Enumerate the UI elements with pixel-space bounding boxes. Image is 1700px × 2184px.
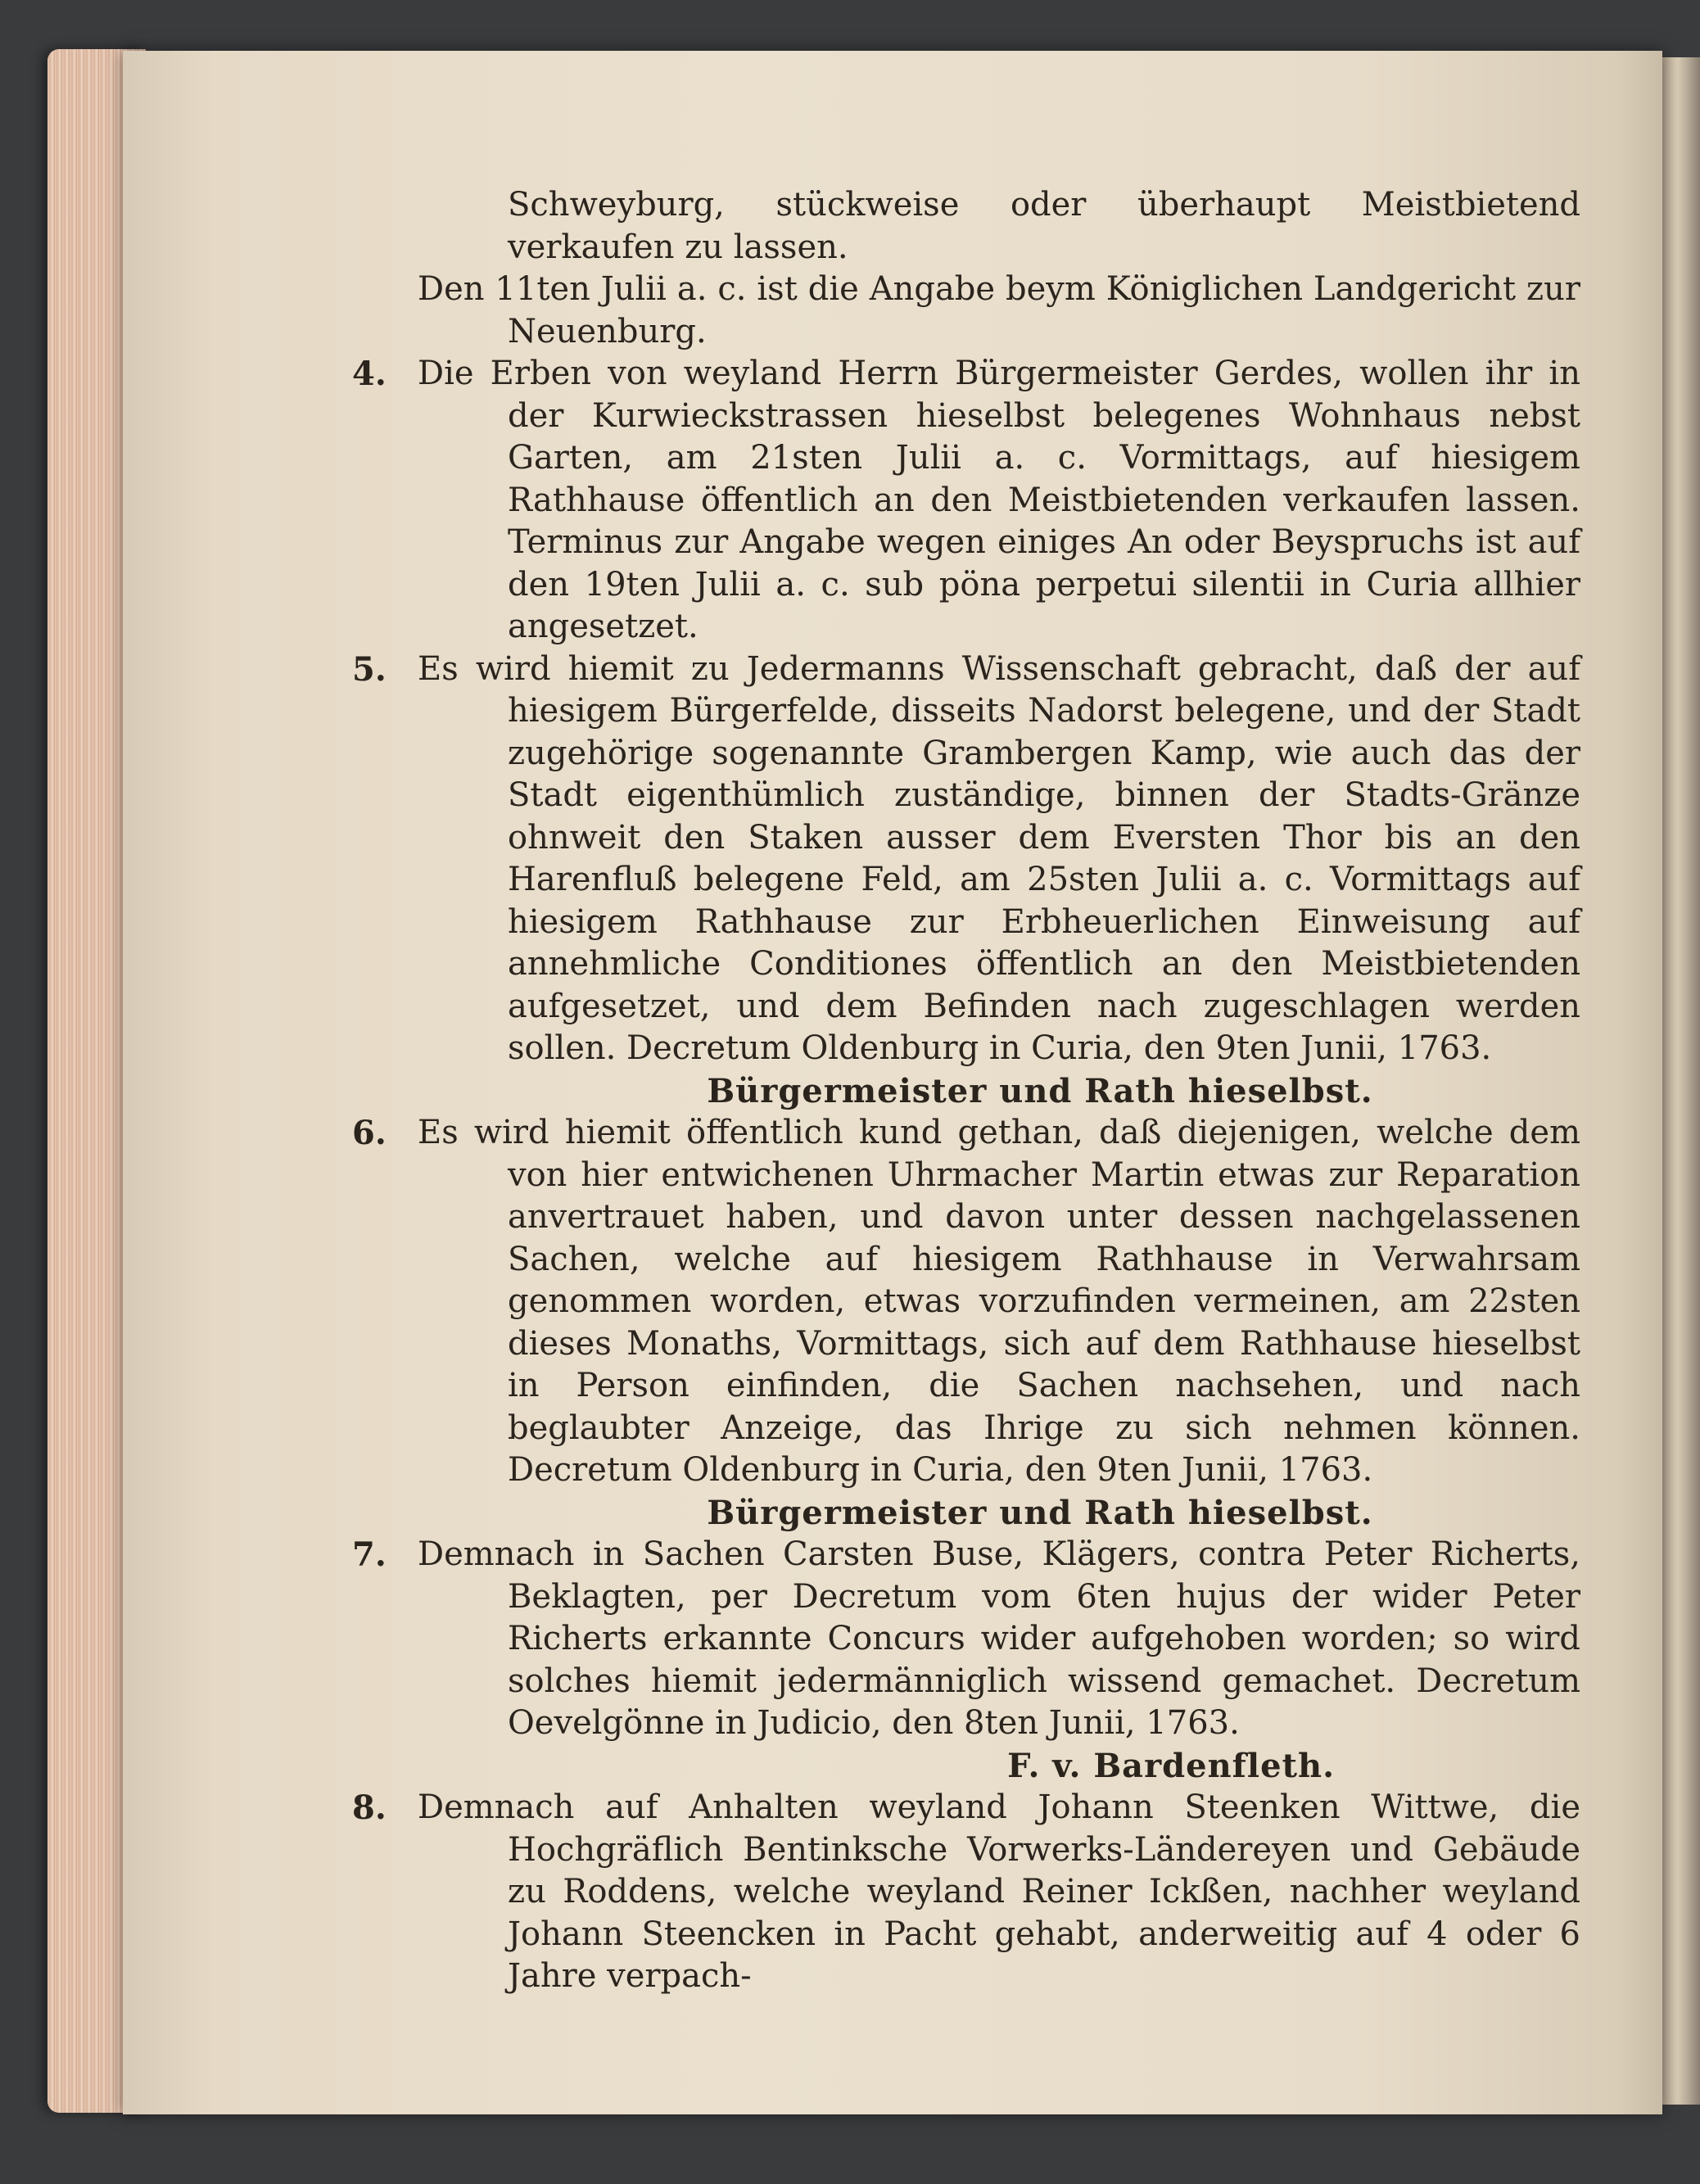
entry-text: Demnach auf Anhalten weyland Johann Steenken Wittwe, die Hochgräflich Bentinksche Vorwerks-Ländereyen und Gebäude zu Roddens, welche weyland Reiner Ickßen, nachher weyland Johann Steencken in Pacht gehabt, anderweitig auf 4 oder 6 Jahre verpach- [418,1788,1580,1995]
entry-signature: Bürgermeister und Rath hieselbst. [707,1493,1373,1532]
entry-text: Es wird hiemit zu Jedermanns Wissenschaft gebracht, daß der auf hiesigem Bürgerfelde, disseits Nadorst belegene, und der Stadt zugehörige sogenannte Grambergen Kamp, wie auch das der Stadt eigenthümlich zuständige, binnen der Stadts-Gränze ohnweit den Staken ausser dem Eversten Thor bis an den Harenfluß belegene Feld, am 25sten Julii a. c. Vormittags auf hiesigem Rathhause zur Erbheuerlichen Einweisung auf annehmliche Conditiones öffentlich an den Meistbietenden aufgesetzet, und dem Befinden nach zugeschlagen werden sollen. Decretum Oldenburg in Curia, den 9ten Junii, 1763. [418,649,1580,1067]
entry-signature: Bürgermeister und Rath hieselbst. [707,1071,1373,1110]
entry-8 [352,1787,1580,1998]
entry-text: Die Erben von weyland Herrn Bürgermeister Gerdes, wollen ihr in der Kurwieckstrassen hieselbst belegenes Wohnhaus nebst Garten, am 21sten Julii a. c. Vormittags, auf hiesigem Rathhause öffentlich an den Meistbietenden verkaufen lassen. Terminus zur Angabe wegen einiges An oder Beyspruchs ist auf den 19ten Julii a. c. sub pöna perpetui silentii in Curia allhier angesetzet. [418,355,1580,645]
page-text [352,184,1580,1998]
entry-signature: F. v. Bardenfleth. [1007,1746,1335,1785]
facing-page-edge [1662,57,1700,2105]
entry-number: 5. [352,649,387,689]
entry-number: 8. [352,1788,387,1827]
entry-number: 6. [352,1114,387,1152]
entry-4 [352,353,1580,649]
entry-6 [352,1112,1580,1534]
intro-paragraph-2: Den 11ten Julii a. c. ist die Angabe beym Königlichen Landgericht zur Neuenburg. [418,270,1580,350]
intro-line: Schweyburg, stückweise oder überhaupt Meistbietend verkaufen zu lassen. [508,186,1580,266]
entry-number: 4. [352,355,387,393]
entry-5 [352,649,1580,1113]
entry-text: Demnach in Sachen Carsten Buse, Klägers, contra Peter Richerts, Beklagten, per Decretum vom 6ten hujus der wider Peter Richerts erkannte Concurs wider aufgehoben worden; so wird solches hiemit jedermänniglich wissend gemachet. Decretum Oevelgönne in Judicio, den 8ten Junii, 1763. [418,1535,1580,1742]
entry-7 [352,1534,1580,1787]
entry-text: Es wird hiemit öffentlich kund gethan, daß diejenigen, welche dem von hier entwichenen Uhrmacher Martin etwas zur Reparation anvertrauet haben, und davon unter dessen nachgelassenen Sachen, welche auf hiesigem Rathhause in Verwahrsam genommen worden, etwas vorzufinden vermeinen, am 22sten dieses Monaths, Vormittags, sich auf dem Rathhause hieselbst in Person einfinden, die Sachen nachsehen, und nach beglaubter Anzeige, das Ihrige zu sich nehmen können. Decretum Oldenburg in Curia, den 9ten Junii, 1763. [418,1114,1580,1489]
entry-number: 7. [352,1535,387,1574]
